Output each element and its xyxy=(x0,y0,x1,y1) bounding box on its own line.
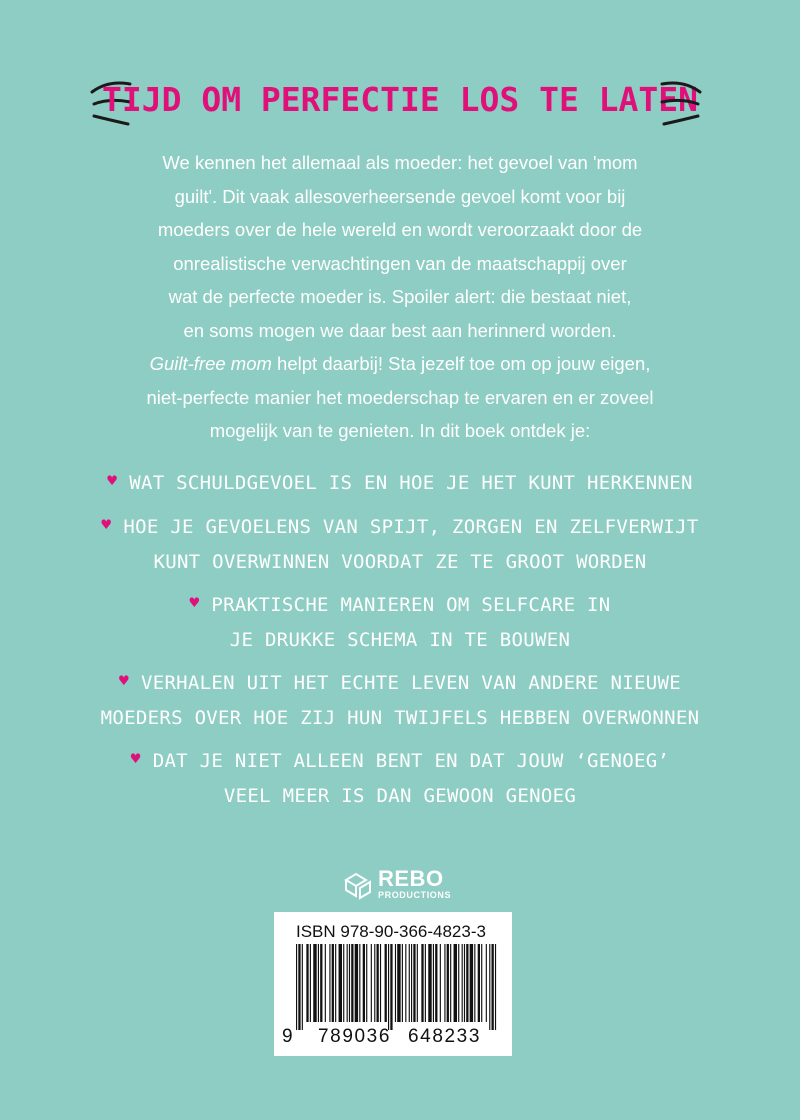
bullet-item xyxy=(0,588,800,657)
bullet-line xyxy=(0,666,800,701)
barcode-bar xyxy=(458,944,459,1022)
description-line xyxy=(90,347,710,381)
publisher-name: REBO xyxy=(378,866,444,891)
barcode-bar xyxy=(390,944,392,1030)
barcode-bar xyxy=(302,944,303,1030)
intro-line: guilt'. Dit vaak allesoverheersende gevoel komt voor bij xyxy=(174,185,626,207)
right-decorative-strokes-icon xyxy=(656,72,706,132)
barcode-bar xyxy=(380,944,381,1022)
barcode-bar xyxy=(464,944,465,1022)
description-line: niet-perfecte manier het moederschap te ervaren en er zoveel xyxy=(146,386,654,408)
heart-icon: ♥ xyxy=(189,593,200,612)
intro-line: onrealistische verwachtingen van de maatschappij over xyxy=(173,252,627,274)
barcode-bars xyxy=(282,944,504,1030)
barcode-digit-group: 648233 xyxy=(408,1026,482,1047)
barcode-bar xyxy=(478,944,480,1022)
barcode-bar xyxy=(388,944,389,1030)
intro-line: en soms mogen we daar best aan herinnerd worden. xyxy=(183,319,617,341)
bullet-text: HOE JE GEVOELENS VAN SPIJT, ZORGEN EN ZELFVERWIJT xyxy=(123,516,699,538)
barcode-bar xyxy=(377,944,379,1022)
bullet-text: VERHALEN UIT HET ECHTE LEVEN VAN ANDERE NIEUWE xyxy=(140,672,681,694)
barcode-bar xyxy=(329,944,330,1022)
bullet-text: DAT JE NIET ALLEEN BENT EN DAT JOUW ‘GENOEG’ xyxy=(152,750,670,772)
bullet-line: KUNT OVERWINNEN VOORDAT ZE TE GROOT WORDEN xyxy=(153,551,647,573)
description-line-rest: helpt daarbij! Sta jezelf toe om op jouw eigen, xyxy=(271,353,651,374)
barcode-bar xyxy=(351,944,353,1022)
barcode-bar xyxy=(466,944,468,1022)
barcode-bar xyxy=(444,944,445,1022)
barcode-bar xyxy=(359,944,360,1022)
barcode-bar xyxy=(318,944,319,1022)
barcode-bar xyxy=(435,944,437,1022)
barcode-bar xyxy=(325,944,326,1022)
barcode-bar xyxy=(395,944,396,1022)
intro-line: moeders over de hele wereld en wordt veroorzaakt door de xyxy=(157,219,643,240)
barcode-bar xyxy=(298,944,300,1030)
barcode-bar xyxy=(349,944,350,1022)
bullet-line xyxy=(0,466,800,501)
publisher-mark-icon xyxy=(342,870,374,902)
barcode-bar xyxy=(313,944,316,1022)
barcode-bar xyxy=(371,944,372,1022)
barcode-bar xyxy=(335,944,336,1022)
barcode-bar xyxy=(421,944,423,1022)
heart-icon: ♥ xyxy=(119,671,129,690)
bullet-text: PRAKTISCHE MANIEREN OM SELFCARE IN xyxy=(211,594,611,616)
barcode-bar xyxy=(489,944,490,1030)
bullet-item xyxy=(0,744,800,813)
barcode-bar xyxy=(306,944,308,1022)
intro-line: We kennen het allemaal als moeder: het gevoel van 'mom xyxy=(162,152,638,173)
barcode-bar xyxy=(462,944,463,1022)
barcode-bar xyxy=(385,944,387,1022)
barcode-bar xyxy=(339,944,342,1022)
barcode-bar xyxy=(470,944,473,1022)
barcode-digit-group: 789036 xyxy=(318,1026,392,1047)
barcode-bar xyxy=(374,944,375,1022)
barcode-bar xyxy=(363,944,365,1022)
bullet-line xyxy=(0,588,800,623)
barcode-bar xyxy=(450,944,451,1022)
barcode-bar xyxy=(492,944,494,1030)
barcode-bar xyxy=(343,944,344,1022)
barcode-bar xyxy=(310,944,311,1022)
bullet-line: MOEDERS OVER HOE ZIJ HUN TWIJFELS HEBBEN OVERWONNEN xyxy=(100,707,700,729)
barcode-bar xyxy=(397,944,400,1022)
bullet-line: JE DRUKKE SCHEMA IN TE BOUWEN xyxy=(229,629,571,651)
barcode-bar xyxy=(296,944,297,1030)
barcode-bar xyxy=(481,944,482,1022)
barcode-bar xyxy=(320,944,322,1022)
book-title-italic: Guilt-free mom xyxy=(149,353,272,374)
barcode-bar xyxy=(425,944,426,1022)
bullet-line xyxy=(0,744,800,779)
bullet-line xyxy=(0,510,800,545)
intro-line: wat de perfecte moeder is. Spoiler alert: die bestaat niet, xyxy=(168,286,632,307)
barcode-bar xyxy=(486,944,487,1022)
bullet-item xyxy=(0,466,800,501)
bullet-line: VEEL MEER IS DAN GEWOON GENOEG xyxy=(223,785,577,807)
bullet-text: WAT SCHULDGEVOEL IS EN HOE JE HET KUNT HERKENNEN xyxy=(129,472,693,494)
barcode-bar xyxy=(402,944,403,1022)
heart-icon: ♥ xyxy=(107,471,118,490)
barcode-bar xyxy=(347,944,348,1022)
barcode-bar xyxy=(409,944,410,1022)
barcode-bar xyxy=(417,944,418,1022)
barcode-bar xyxy=(355,944,358,1022)
barcode-bar xyxy=(474,944,475,1022)
intro-paragraph xyxy=(90,146,710,347)
bullet-item xyxy=(0,510,800,579)
barcode-bar xyxy=(495,944,496,1030)
publisher-logo xyxy=(342,866,472,906)
heart-icon: ♥ xyxy=(101,515,112,534)
barcode-bar xyxy=(405,944,406,1022)
publisher-subtitle: PRODUCTIONS xyxy=(378,890,452,900)
book-description-paragraph xyxy=(90,347,710,448)
barcode-bar xyxy=(454,944,457,1022)
barcode-digit-first: 9 xyxy=(282,1026,293,1047)
barcode-panel xyxy=(274,912,512,1056)
barcode-bar xyxy=(332,944,334,1022)
bullet-item xyxy=(0,666,800,735)
isbn-label: ISBN 978-90-366-4823-3 xyxy=(296,922,486,941)
barcode-bar xyxy=(428,944,431,1022)
heart-icon: ♥ xyxy=(130,749,141,768)
barcode-bar xyxy=(366,944,367,1022)
barcode-bar xyxy=(433,944,434,1022)
description-line: mogelijk van te genieten. In dit boek ontdek je: xyxy=(209,420,591,441)
barcode-bar xyxy=(413,944,415,1022)
barcode-bar xyxy=(411,944,412,1022)
barcode-bar xyxy=(440,944,441,1022)
barcode-bar xyxy=(447,944,449,1022)
cover-headline: TIJD OM PERFECTIE LOS TE LATEN xyxy=(101,80,699,119)
title-row xyxy=(0,72,800,132)
